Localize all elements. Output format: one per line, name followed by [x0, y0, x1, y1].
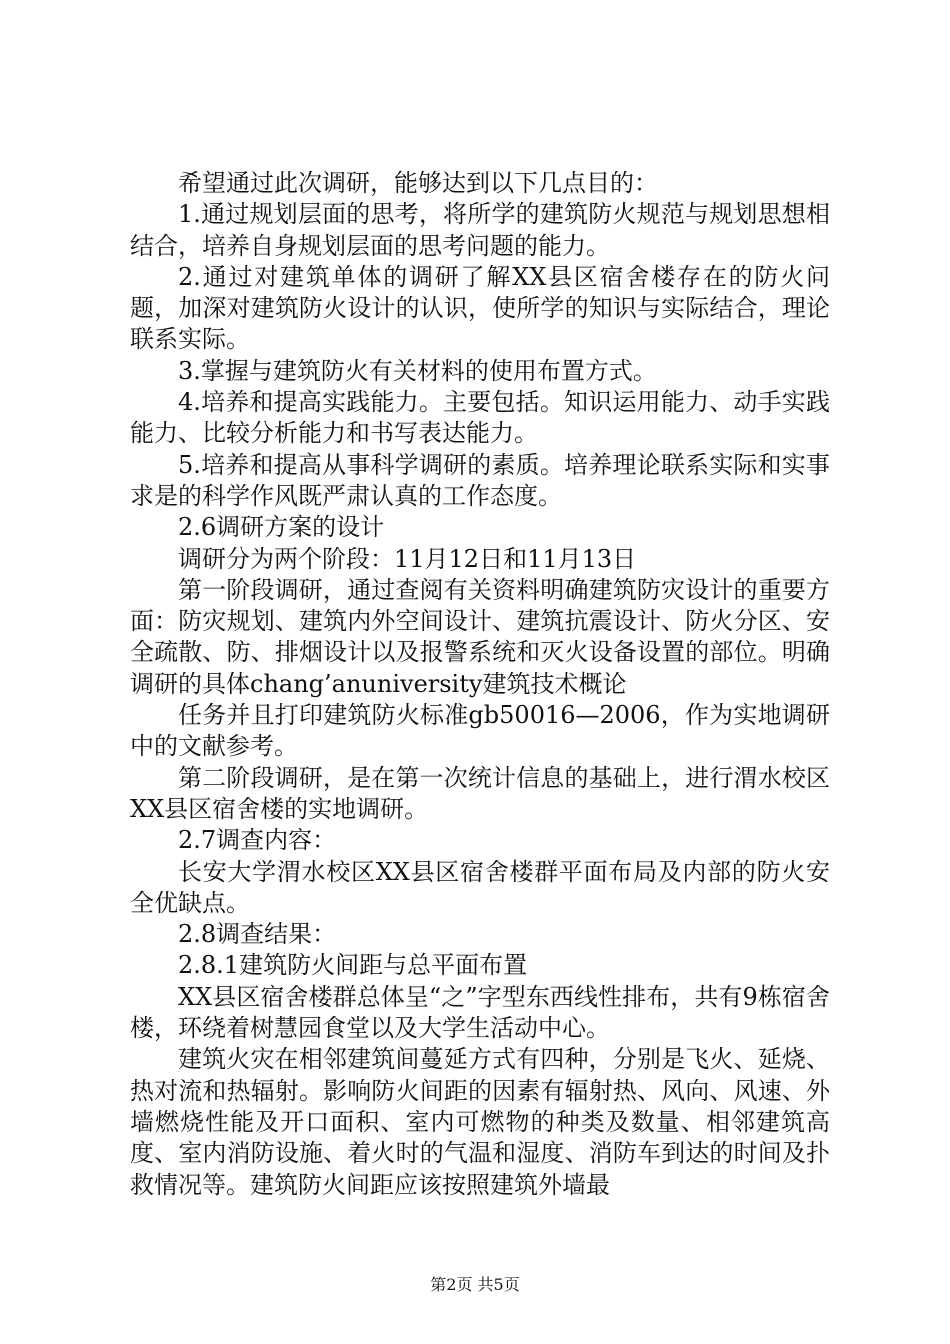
page-footer: 第2页 共5页 — [430, 1275, 520, 1294]
paragraph-fire-spread: 建筑火灾在相邻建筑间蔓延方式有四种，分别是飞火、延烧、热对流和热辐射。影响防火间距的因素有辐射热、风向、风速、外墙燃烧性能及开口面积、室内可燃物的种类及数量、相邻建筑高度、室内消防设施、着火时的气温和湿度、消防车到达的时间及扑救情况等。建筑防火间距应该按照建筑外墙最 — [130, 1045, 830, 1199]
paragraph-stage-1-cont: 任务并且打印建筑防火标准gb50016—2006，作为实地调研中的文献参考。 — [130, 701, 830, 761]
section-heading-2-8-1: 2.8.1建筑防火间距与总平面布置 — [178, 951, 528, 980]
paragraph-goal-3: 3.掌握与建筑防火有关材料的使用布置方式。 — [178, 356, 657, 385]
paragraph-stage-1: 第一阶段调研，通过查阅有关资料明确建筑防灾设计的重要方面：防灾规划、建筑内外空间设计、建筑抗震设计、防火分区、安全疏散、防、排烟设计以及报警系统和灭火设备设置的部位。明确调研的具体chang’anuniversity建筑技术概论 — [130, 575, 830, 698]
section-heading-2-8: 2.8调查结果： — [178, 920, 337, 949]
paragraph-goal-4: 4.培养和提高实践能力。主要包括。知识运用能力、动手实践能力、比较分析能力和书写表达能力。 — [130, 388, 830, 448]
section-heading-2-7: 2.7调查内容： — [178, 826, 337, 855]
document-body — [130, 168, 830, 1201]
paragraph-goal-1: 1.通过规划层面的思考，将所学的建筑防火规范与规划思想相结合，培养自身规划层面的思考问题的能力。 — [130, 200, 830, 260]
paragraph-intro: 希望通过此次调研，能够达到以下几点目的： — [178, 169, 658, 197]
paragraph-layout: XX县区宿舍楼群总体呈“之”字型东西线性排布，共有9栋宿舍楼，环绕着树慧园食堂以及大学生活动中心。 — [130, 982, 830, 1043]
section-heading-2-6: 2.6调研方案的设计 — [178, 513, 385, 542]
paragraph-stage-2: 第二阶段调研，是在第一次统计信息的基础上，进行渭水校区XX县区宿舍楼的实地调研。 — [130, 763, 830, 823]
paragraph-goal-2: 2.通过对建筑单体的调研了解XX县区宿舍楼存在的防火问题，加深对建筑防火设计的认识，使所学的知识与实际结合，理论联系实际。 — [130, 262, 830, 354]
paragraph-survey-content: 长安大学渭水校区XX县区宿舍楼群平面布局及内部的防火安全优缺点。 — [130, 857, 830, 917]
paragraph-goal-5: 5.培养和提高从事科学调研的素质。培养理论联系实际和实事求是的科学作风既严肃认真的工作态度。 — [130, 450, 830, 510]
paragraph-stages: 调研分为两个阶段：11月12日和11月13日 — [178, 544, 637, 573]
